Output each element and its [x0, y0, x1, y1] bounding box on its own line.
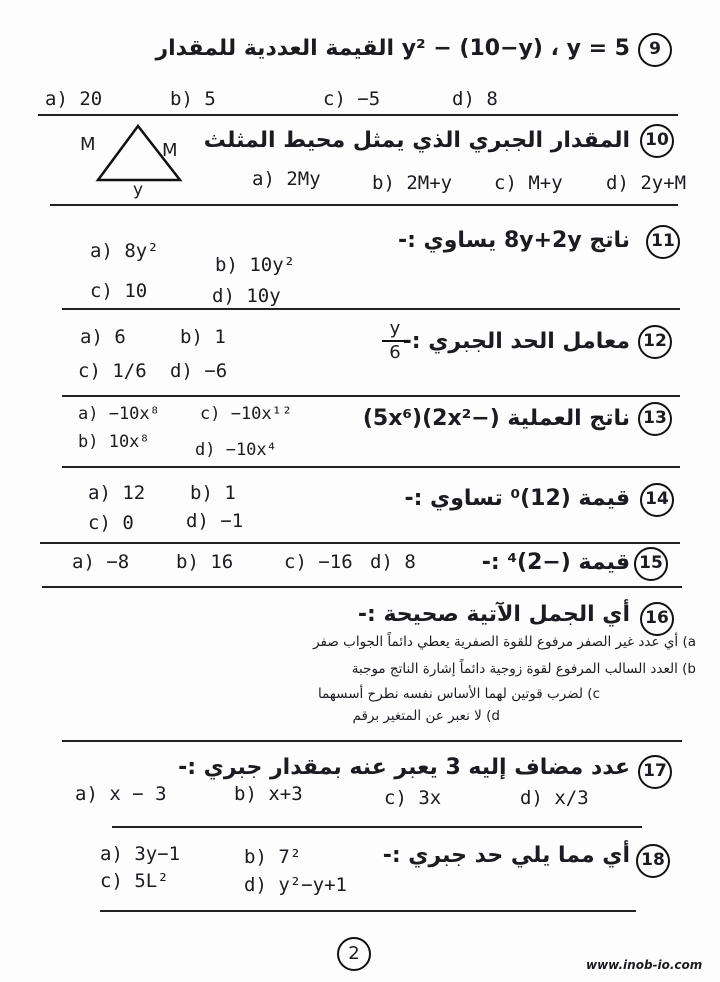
q16-option-c[interactable]: c) لضرب قوتين لهما الأساس نفسه نطرح أسسهما: [318, 686, 600, 702]
website-watermark: www.inob-io.com: [586, 958, 703, 972]
q11-option-b[interactable]: b) 10y²: [215, 254, 296, 276]
q12-term-fraction: [382, 318, 408, 364]
question-9-text: y² − (10−y) ، y = 5 القيمة العددية للمقدار: [155, 36, 630, 61]
question-12-text: معامل الحد الجبري :-: [402, 329, 630, 354]
question-16-text: أي الجمل الآتية صحيحة :-: [357, 602, 630, 627]
q12-term-denominator: 6: [382, 340, 408, 364]
divider: [112, 826, 642, 828]
q10-option-a[interactable]: a) 2My: [252, 168, 321, 190]
question-number-9: 9: [638, 33, 672, 67]
q9-option-d[interactable]: d) 8: [452, 88, 498, 110]
q18-option-c[interactable]: c) 5L²: [100, 870, 169, 892]
q14-option-a[interactable]: a) 12: [88, 482, 146, 504]
question-number-17: 17: [638, 755, 672, 789]
triangle-base-label: y: [133, 180, 144, 200]
q10-option-d[interactable]: d) 2y+M: [606, 172, 687, 194]
question-15-text: قيمة (−2)⁴ :-: [481, 550, 630, 575]
q18-option-b[interactable]: b) 7²: [244, 846, 302, 868]
question-number-16: 16: [640, 602, 674, 636]
question-13-text: ناتج العملية (−2x²)(5x⁶): [362, 406, 630, 431]
question-number-18: 18: [636, 844, 670, 878]
q12-option-a[interactable]: a) 6: [80, 326, 126, 348]
question-11-text: ناتج 8y+2y يساوي :-: [397, 228, 630, 253]
question-number-12: 12: [638, 325, 672, 359]
divider: [62, 466, 680, 468]
q12-term-numerator: y: [389, 318, 401, 339]
divider: [100, 910, 636, 912]
question-14-text: قيمة (12)⁰ تساوي :-: [404, 486, 630, 511]
q14-option-c[interactable]: c) 0: [88, 512, 134, 534]
q16-option-a[interactable]: a) أي عدد غير الصفر مرفوع للقوة الصفرية يعطي دائماً الجواب صفر: [313, 634, 696, 650]
question-number-13: 13: [638, 402, 672, 436]
q11-option-a[interactable]: a) 8y²: [90, 240, 159, 262]
divider: [38, 114, 678, 116]
question-number-11: 11: [646, 225, 680, 259]
q12-option-c[interactable]: c) 1/6: [78, 360, 147, 382]
q9-option-b[interactable]: b) 5: [170, 88, 216, 110]
q17-option-b[interactable]: b) x+3: [234, 783, 303, 805]
q12-option-b[interactable]: b) 1: [180, 326, 226, 348]
divider: [40, 542, 680, 544]
q14-option-b[interactable]: b) 1: [190, 482, 236, 504]
q11-option-d[interactable]: d) 10y: [212, 285, 281, 307]
q15-option-c[interactable]: c) −16: [284, 551, 353, 573]
q17-option-c[interactable]: c) 3x: [384, 787, 442, 809]
q11-option-c[interactable]: c) 10: [90, 280, 148, 302]
q14-option-d[interactable]: d) −1: [186, 510, 244, 532]
triangle-side-right-label: M: [162, 140, 178, 161]
q13-option-b[interactable]: b) 10x⁸: [78, 432, 150, 452]
q18-option-d[interactable]: d) y²−y+1: [244, 874, 347, 896]
page-number: 2: [337, 937, 371, 971]
question-number-10: 10: [640, 124, 674, 158]
q16-option-d[interactable]: d) لا نعبر عن المتغير برقم: [352, 708, 500, 724]
q12-option-d[interactable]: d) −6: [170, 360, 228, 382]
divider: [50, 204, 678, 206]
question-17-text: عدد مضاف إليه 3 يعبر عنه بمقدار جبري :-: [178, 755, 630, 780]
question-number-14: 14: [640, 483, 674, 517]
divider: [62, 308, 680, 310]
divider: [42, 586, 682, 588]
question-10-text: المقدار الجبري الذي يمثل محيط المثلث: [203, 128, 630, 153]
divider: [62, 395, 680, 397]
q13-option-d[interactable]: d) −10x⁴: [195, 440, 277, 460]
q10-option-b[interactable]: b) 2M+y: [372, 172, 453, 194]
q9-option-c[interactable]: c) −5: [323, 88, 381, 110]
q15-option-d[interactable]: d) 8: [370, 551, 416, 573]
triangle-side-left-label: M: [80, 134, 96, 155]
q15-option-a[interactable]: a) −8: [72, 551, 130, 573]
q16-option-b[interactable]: b) العدد السالب المرفوع لقوة زوجية دائماً إشارة الناتج موجبة: [351, 661, 696, 677]
q13-option-a[interactable]: a) −10x⁸: [78, 404, 160, 424]
divider: [62, 740, 682, 742]
question-18-text: أي مما يلي حد جبري :-: [382, 843, 630, 868]
q18-option-a[interactable]: a) 3y−1: [100, 843, 181, 865]
q9-option-a[interactable]: a) 20: [45, 88, 103, 110]
q13-option-c[interactable]: c) −10x¹²: [200, 404, 293, 424]
q10-option-c[interactable]: c) M+y: [494, 172, 563, 194]
question-number-15: 15: [634, 547, 668, 581]
q17-option-d[interactable]: d) x/3: [520, 787, 589, 809]
q17-option-a[interactable]: a) x − 3: [75, 783, 167, 805]
q15-option-b[interactable]: b) 16: [176, 551, 234, 573]
